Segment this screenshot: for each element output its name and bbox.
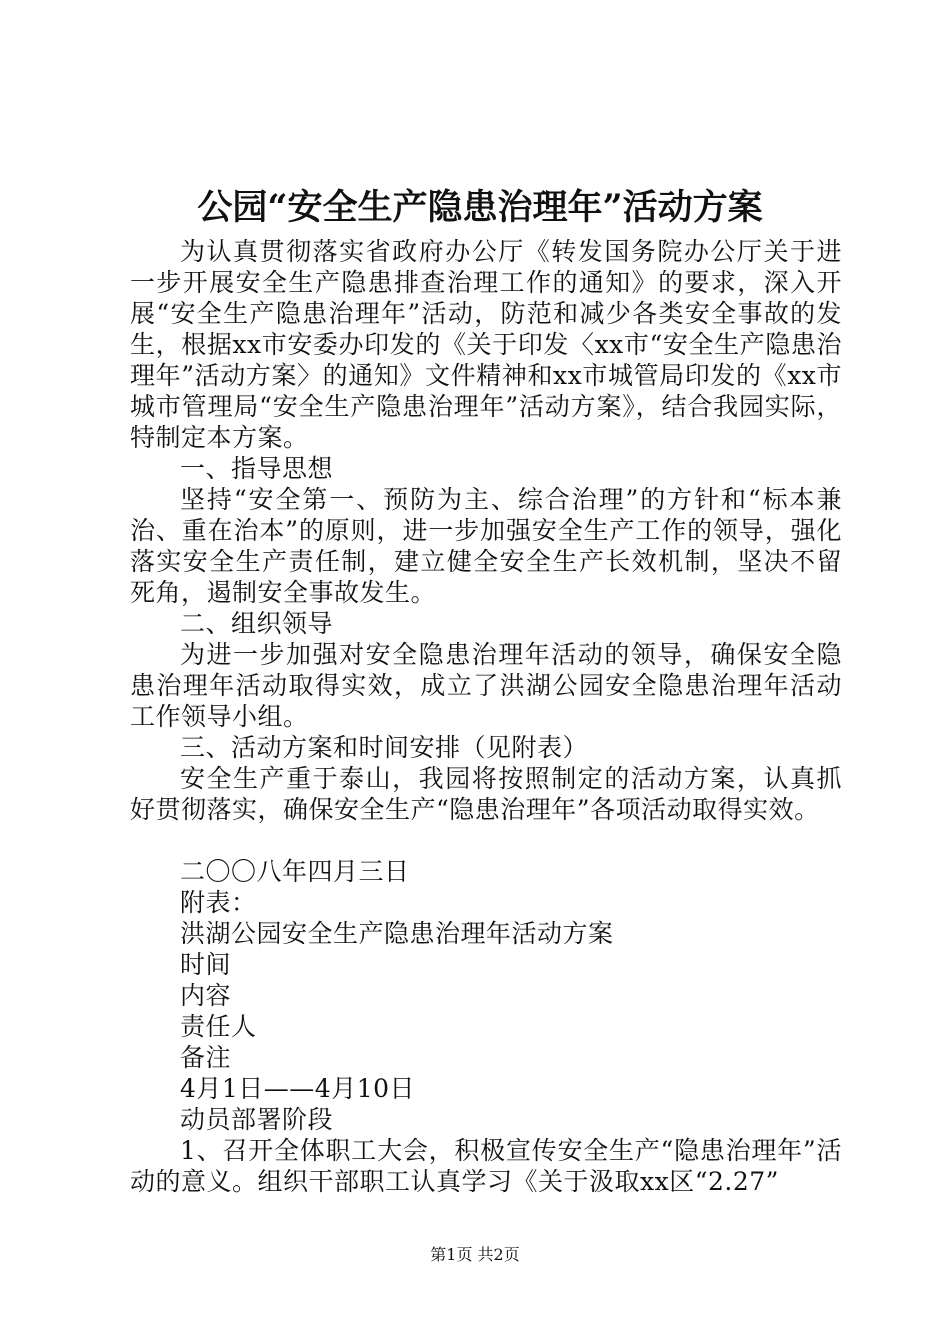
table-header-time: 时间: [180, 950, 232, 979]
blank-line: [130, 825, 842, 856]
section-heading-organization: 二、组织领导: [180, 609, 334, 638]
document-date: 二〇〇八年四月三日: [180, 857, 410, 886]
document-title: 公园“安全生产隐患治理年”活动方案: [197, 187, 763, 228]
table-header-notes: 备注: [180, 1043, 232, 1072]
section-heading-schedule: 三、活动方案和时间安排（见附表）: [180, 733, 589, 762]
document-body: [130, 236, 842, 1197]
table-title: 洪湖公园安全生产隐患治理年活动方案: [180, 919, 614, 948]
section-heading-guiding-thought: 一、指导思想: [180, 454, 334, 483]
table-header-content: 内容: [180, 981, 232, 1010]
table-row-stage: 动员部署阶段: [180, 1105, 334, 1134]
attachment-label: 附表：: [180, 888, 257, 917]
table-header-responsible: 责任人: [180, 1012, 257, 1041]
intro-paragraph: 为认真贯彻落实省政府办公厅《转发国务院办公厅关于进一步开展安全生产隐患排查治理工作的通知》的要求，深入开展“安全生产隐患治理年”活动，防范和减少各类安全事故的发生，根据xx市安委办印发的《关于印发〈xx市“安全生产隐患治理年”活动方案〉的通知》文件精神和xx市城管局印发的《xx市城市管理局“安全生产隐患治理年”活动方案》，结合我园实际，特制定本方案。: [130, 237, 842, 452]
page-footer: 第1页 共2页: [430, 1245, 520, 1264]
conclusion-paragraph: 安全生产重于泰山，我园将按照制定的活动方案，认真抓好贯彻落实，确保安全生产“隐患治理年”各项活动取得实效。: [130, 764, 842, 824]
table-row-item: 1、召开全体职工大会，积极宣传安全生产“隐患治理年”活动的意义。组织干部职工认真学习《关于汲取xx区“2.27”: [130, 1136, 842, 1196]
organization-paragraph: 为进一步加强对安全隐患治理年活动的领导，确保安全隐患治理年活动取得实效，成立了洪湖公园安全隐患治理年活动工作领导小组。: [130, 640, 842, 731]
table-row-time: 4月1日——4月10日: [180, 1074, 416, 1103]
guiding-thought-paragraph: 坚持“安全第一、预防为主、综合治理”的方针和“标本兼治、重在治本”的原则，进一步加强安全生产工作的领导，强化落实安全生产责任制，建立健全安全生产长效机制，坚决不留死角，遏制安全事故发生。: [130, 485, 842, 607]
